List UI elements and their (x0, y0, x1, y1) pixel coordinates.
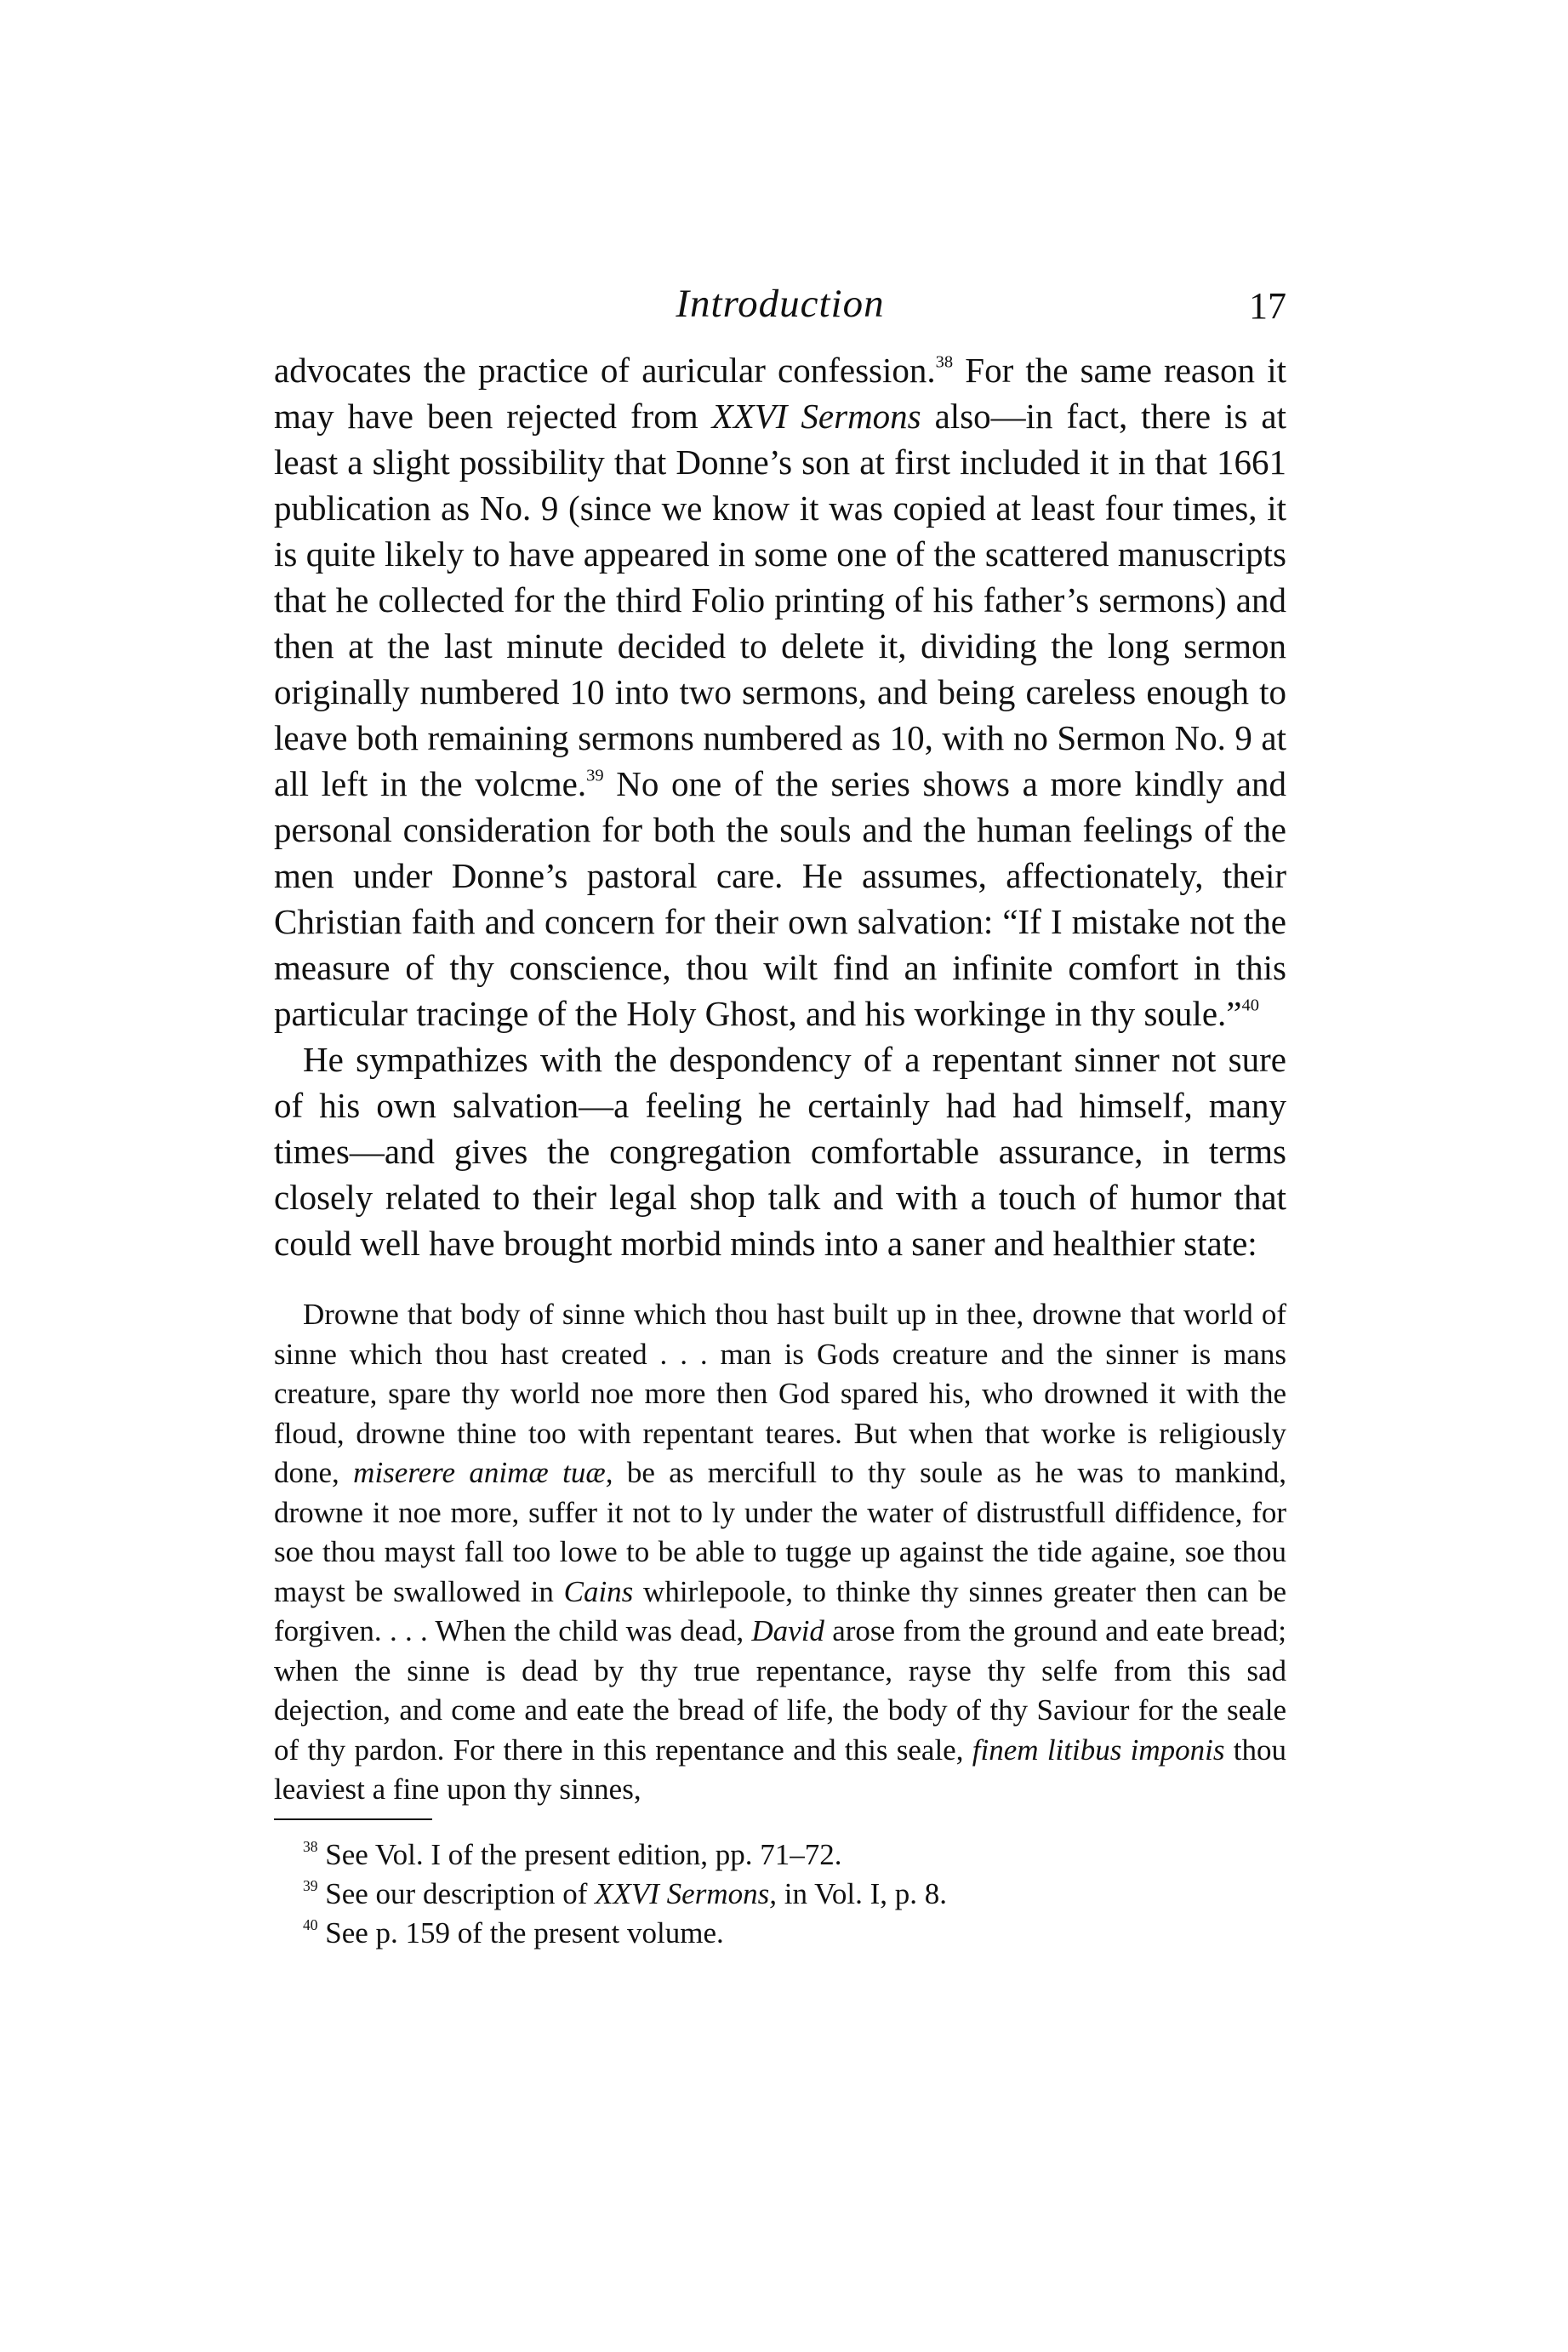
footnote-text: See Vol. I of the present edition, pp. 71–72. (317, 1837, 842, 1871)
footnote-number: 39 (303, 1876, 318, 1894)
paragraph-1 (274, 347, 1286, 1036)
quote-text-e: thou leaviest a fine upon thy sinnes, (274, 1733, 1287, 1806)
running-title: Introduction (676, 282, 885, 326)
quote-text-a: Drowne that body of sinne which thou hast built up in thee, drowne that world of sinne which thou hast created . . . man is Gods creature and the sinner is mans creature, spare thy world noe more then God spared his, who drowned it with the floud, drowne thine too with repentant teares. But when that worke is religiously done, (274, 1298, 1286, 1489)
footnote-number: 40 (303, 1915, 318, 1933)
footnote-number: 38 (303, 1837, 318, 1855)
quote-italic-david: David (751, 1614, 824, 1647)
footnote-text: in Vol. I, p. 8. (776, 1876, 947, 1910)
footnote-ref-40: 40 (1241, 996, 1259, 1015)
italic-title-xxvi-sermons: XXVI Sermons (711, 397, 921, 436)
footnote-38 (303, 1835, 1286, 1875)
paragraph-1-text-b: For the same reason it may have been rejected from (274, 351, 1286, 436)
footnote-italic-title: XXVI Sermons, (595, 1876, 777, 1910)
paragraph-1-text-a: advocates the practice of auricular confession. (274, 351, 936, 390)
quote-text-c: whirlepoole, to thinke thy sinnes greater then can be forgiven. . . . When the child was dead, (274, 1574, 1286, 1647)
quote-text-d: arose from the ground and eate bread; when the sinne is dead by thy true repentance, rayse thy selfe from this sad dejection, and come and eate the bread of life, the body of thy Saviour for the seale of thy pardon. For there in this repentance and this seale, (274, 1614, 1286, 1767)
paragraph-1-text-c: also—in fact, there is at least a slight possibility that Donne’s son at first included it in that 1661 publication as No. 9 (since we know it was copied at least four times, it is quite likely to have appeared in some one of the scattered manuscripts that he collected for the third Folio printing of his father’s sermons) and then at the last minute decided to delete it, dividing the long sermon originally numbered 10 into two sermons, and being careless enough to leave both remaining sermons numbered as 10, with no Sermon No. 9 at all left in the volcme. (274, 397, 1286, 803)
running-head (274, 281, 1286, 340)
quote-italic-cains: Cains (563, 1574, 634, 1608)
block-quote (274, 1295, 1286, 1810)
body-text (274, 347, 1286, 1266)
footnote-text: See p. 159 of the present volume. (317, 1915, 724, 1950)
paragraph-2: He sympathizes with the despondency of a repentant sinner not sure of his own salvation—a feeling he certainly had had himself, many times—and gives the congregation comfortable assurance, in terms closely related to their legal shop talk and with a touch of humor that could well have brought morbid minds into a saner and healthier state: (274, 1040, 1286, 1263)
footnote-ref-39: 39 (586, 766, 604, 785)
page-number: 17 (1249, 285, 1286, 327)
footnotes (274, 1835, 1286, 1953)
quote-italic-latin-2: finem litibus imponis (972, 1733, 1225, 1767)
footnote-39 (303, 1875, 1286, 1914)
footnote-40 (303, 1914, 1286, 1953)
block-quote-text (274, 1295, 1286, 1810)
quote-italic-latin-1: miserere animæ tuæ, (353, 1456, 613, 1489)
paragraph-1-text-d: No one of the series shows a more kindly and personal consideration for both the souls and the human feelings of the men under Donne’s pastoral care. He assumes, affectionately, their Christian faith and concern for their own salvation: “If I mistake not the measure of thy conscience, thou wilt find an infinite comfort in this particular tracinge of the Holy Ghost, and his workinge in thy soule.” (274, 764, 1286, 1033)
quote-text-b: be as mercifull to thy soule as he was to mankind, drowne it noe more, suffer it not to ly under the water of distrustfull diffidence, for soe thou mayst fall too lowe to be able to tugge up against the tide againe, soe thou mayst be swallowed in (274, 1456, 1286, 1608)
book-page (274, 281, 1286, 1953)
footnote-text: See our description of (317, 1876, 596, 1910)
footnote-ref-38: 38 (935, 352, 954, 372)
footnote-rule (274, 1818, 432, 1820)
